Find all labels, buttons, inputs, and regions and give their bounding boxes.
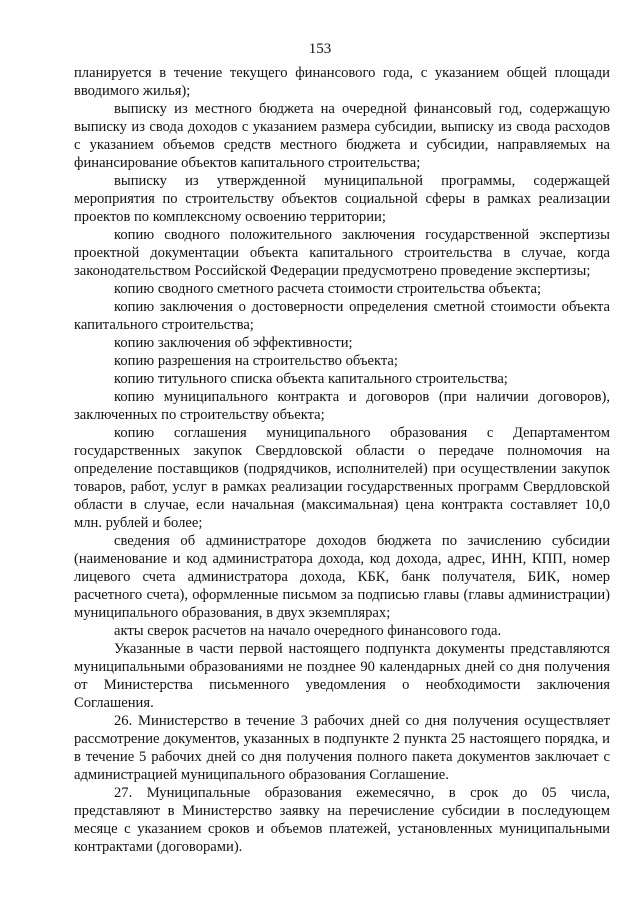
paragraph-efficiency-conclusion: копию заключения об эффективности; bbox=[114, 335, 353, 351]
paragraph-program-extract: выписку из утвержденной муниципальной программы, содержащей мероприятия по строительству объектов социальной сферы в рамках реализации проектов по комплексному освоению территории; bbox=[74, 173, 610, 225]
paragraph-submission-deadline: Указанные в части первой настоящего подпункта документы представляются муниципальными образованиями не позднее 90 календарных дней со дня получения от Министерства письменного уведомления о необходимости заключения Соглашения. bbox=[74, 641, 610, 711]
paragraph-reconciliation-acts: акты сверок расчетов на начало очередного финансового года. bbox=[114, 623, 502, 639]
paragraph-continuation: планируется в течение текущего финансового года, с указанием общей площади вводимого жилья); bbox=[74, 65, 610, 99]
paragraph-budget-extract: выписку из местного бюджета на очередной финансовый год, содержащую выписку из свода доходов с указанием размера субсидии, выписку из свода расходов с указанием объемов средств местного бюджета и субсидии, направляемых на финансирование объектов капитального строительства; bbox=[74, 101, 610, 171]
paragraph-expertise-conclusion: копию сводного положительного заключения государственной экспертизы проектной документации объекта капитального строительства в случае, когда законодательством Российской Федерации предусмотрено проведение экспертизы; bbox=[74, 227, 610, 279]
document-body bbox=[74, 64, 610, 856]
paragraph-procurement-agreement: копию соглашения муниципального образования с Департаментом государственных закупок Свердловской области о передаче полномочия на определение поставщиков (подрядчиков, исполнителей) при осуществлении закупок товаров, работ, услуг в рамках реализации государственных программ Свердловской области в случае, если начальная (максимальная) цена контракта составляет 10,0 млн. рублей и более; bbox=[74, 425, 610, 531]
paragraph-revenue-administrator: сведения об администраторе доходов бюджета по зачислению субсидии (наименование и код администратора дохода, код дохода, адрес, ИНН, КПП, номер лицевого счета администратора дохода, КБК, банк получателя, БИК, номер расчетного счета), оформленные письмом за подписью главы (главы администрации) муниципального образования, в двух экземплярах; bbox=[74, 533, 610, 621]
paragraph-construction-permit: копию разрешения на строительство объекта; bbox=[114, 353, 398, 369]
page-number: 153 bbox=[308, 41, 332, 57]
paragraph-clause-26: 26. Министерство в течение 3 рабочих дней со дня получения осуществляет рассмотрение документов, указанных в подпункте 2 пункта 25 настоящего порядка, и в течение 5 рабочих дней со дня получения полного пакета документов заключает с администрацией муниципального образования Соглашение. bbox=[74, 713, 610, 783]
paragraph-municipal-contract: копию муниципального контракта и договоров (при наличии договоров), заключенных по строительству объекта; bbox=[74, 389, 610, 423]
paragraph-estimate-copy: копию сводного сметного расчета стоимости строительства объекта; bbox=[114, 281, 542, 297]
paragraph-estimate-reliability: копию заключения о достоверности определения сметной стоимости объекта капитального строительства; bbox=[74, 299, 610, 333]
paragraph-title-list: копию титульного списка объекта капитального строительства; bbox=[114, 371, 508, 387]
paragraph-clause-27: 27. Муниципальные образования ежемесячно, в срок до 05 числа, представляют в Министерство заявку на перечисление субсидии в последующем месяце с указанием сроков и объемов платежей, установленных муниципальными контрактами (договорами). bbox=[74, 785, 610, 855]
